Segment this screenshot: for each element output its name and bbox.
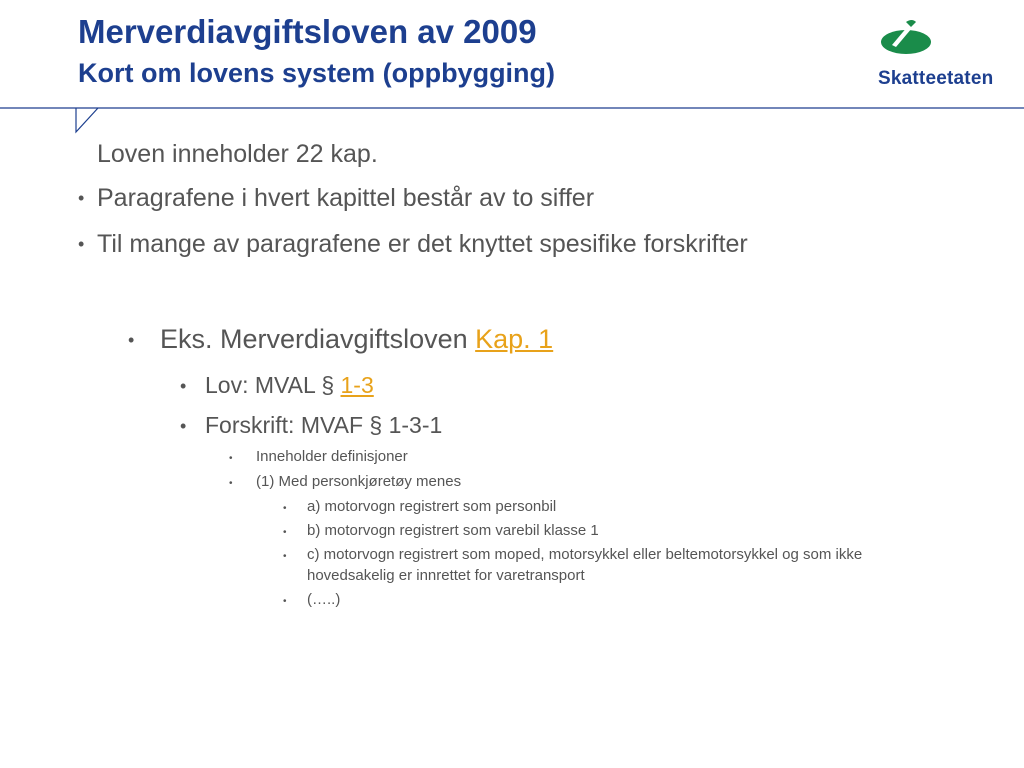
skatteetaten-logo (878, 18, 1018, 98)
item-b: b) motorvogn registrert som varebil klasse 1 (307, 522, 599, 539)
definitions-line: Inneholder definisjoner (256, 448, 408, 465)
slide-title: Merverdiavgiftsloven av 2009 (78, 13, 537, 50)
bullet-icon: • (283, 596, 287, 607)
item-c-line2: hovedsakelig er innrettet for varetransport (307, 567, 585, 584)
bullet-icon: • (180, 416, 187, 436)
bullet-icon: • (229, 453, 233, 464)
example-prefix: Eks. Merverdiavgiftsloven (160, 324, 468, 354)
intro-text: Loven inneholder 22 kap. (97, 140, 378, 168)
bullet-icon: • (128, 330, 135, 350)
bullet-icon: • (78, 188, 85, 208)
logo-text: Skatteetaten (878, 68, 994, 89)
bullet-paragraphs: Paragrafene i hvert kapittel består av to siffer (97, 184, 595, 212)
kap-1-link[interactable]: Kap. 1 (475, 324, 554, 354)
bullet-icon: • (229, 478, 233, 489)
slide-subtitle: Kort om lovens system (oppbygging) (78, 58, 556, 88)
logo-mark-icon (878, 18, 1018, 68)
forskrift-line: Forskrift: MVAF § 1-3-1 (205, 412, 443, 438)
bullet-icon: • (283, 527, 287, 538)
section-1-3-link[interactable]: 1-3 (340, 372, 374, 398)
item-etc: (…..) (307, 591, 341, 608)
bullet-icon: • (283, 551, 287, 562)
bullet-regulations: Til mange av paragrafene er det knyttet spesifike forskrifter (97, 230, 748, 258)
lov-prefix: Lov: MVAL § (205, 372, 335, 398)
lov-line (205, 372, 374, 399)
bullet-icon: • (283, 503, 287, 514)
header-divider (0, 100, 1024, 140)
personal-vehicle-line: (1) Med personkjøretøy menes (256, 473, 462, 490)
item-c-line1: c) motorvogn registrert som moped, motorsykkel eller beltemotorsykkel og som ikke (307, 546, 863, 563)
bullet-icon: • (78, 234, 85, 254)
item-a: a) motorvogn registrert som personbil (307, 498, 557, 515)
example-line (160, 324, 553, 355)
bullet-icon: • (180, 376, 187, 396)
